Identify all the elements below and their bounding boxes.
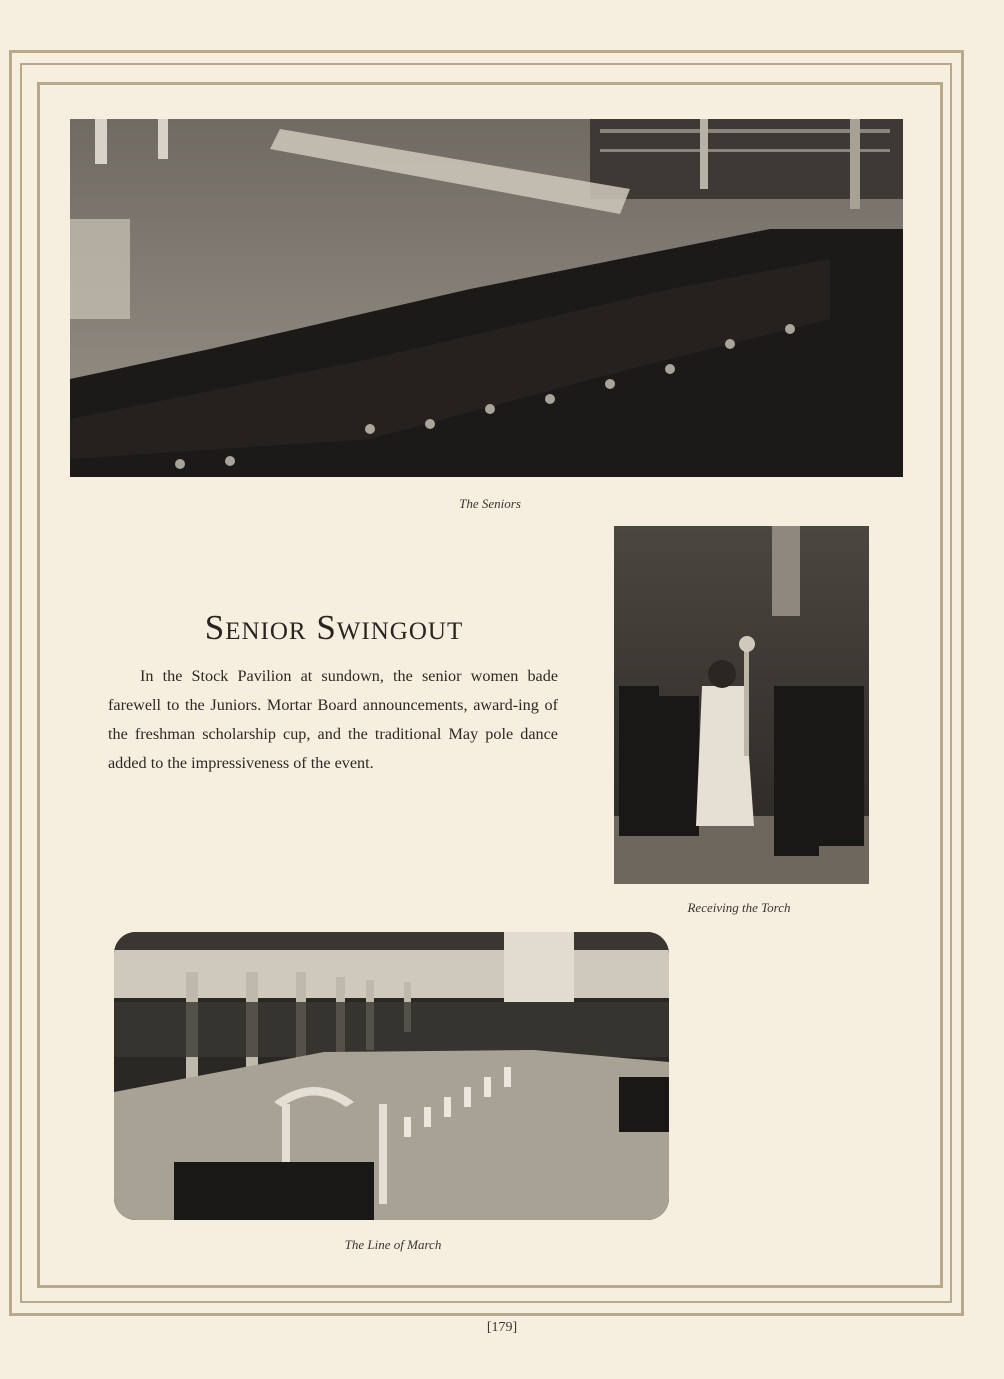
article-title: Senior Swingout: [204, 608, 464, 647]
line-of-march-caption: The Line of March: [344, 1237, 442, 1252]
seniors-photo: [70, 119, 903, 477]
article-body: In the Stock Pavilion at sundown, the senior women bade farewell to the Juniors. Mortar Board announcements, award-ing of the freshman scholarship cup, and the traditional May pole dance added to the impressiveness of the event.: [108, 667, 558, 772]
torch-caption: Receiving the Torch: [687, 900, 791, 915]
seniors-caption: The Seniors: [459, 496, 521, 511]
line-of-march-photo: [114, 932, 669, 1220]
page-number: [179]: [486, 1320, 518, 1335]
torch-photo: [614, 526, 869, 884]
